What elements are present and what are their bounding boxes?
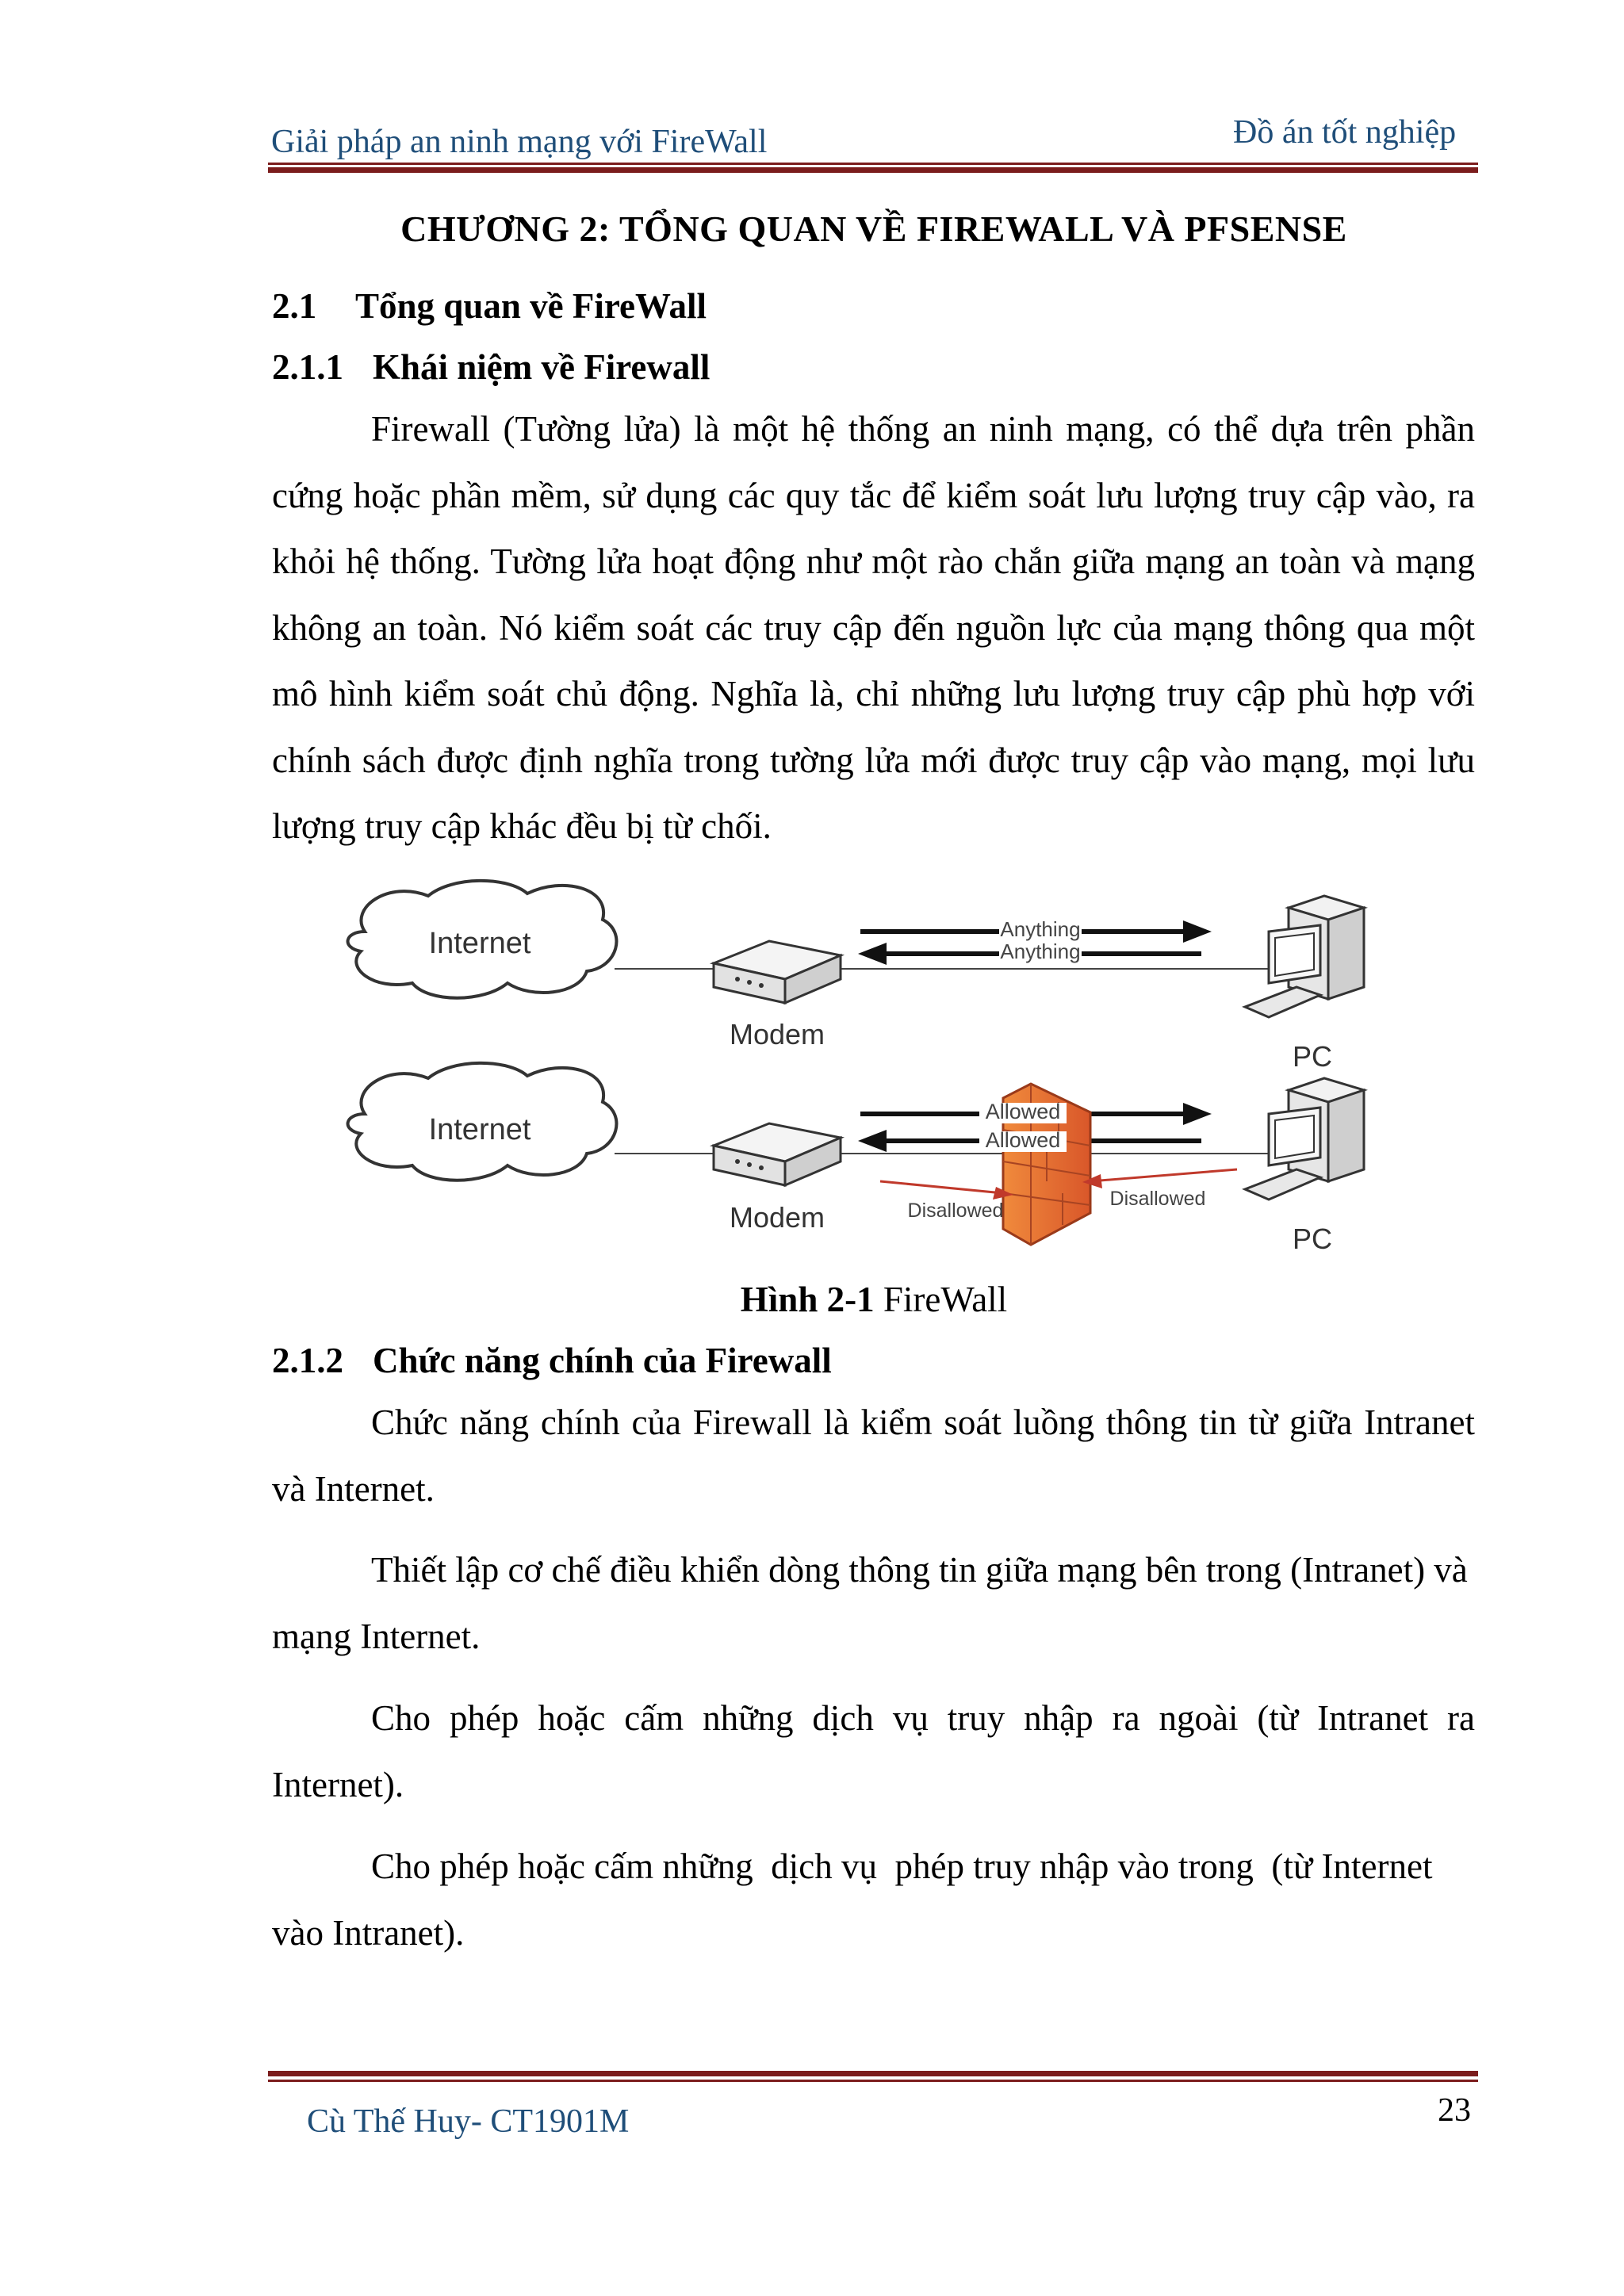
top-row xyxy=(348,881,1364,1073)
pc-icon xyxy=(1245,896,1364,1017)
label-disallowed-outbound: Disallowed xyxy=(907,1200,1004,1222)
section-title: Tổng quan về FireWall xyxy=(355,286,707,326)
arrow-label-allowed-inbound: Allowed xyxy=(985,1128,1061,1152)
section-number: 2.1.2 xyxy=(272,1341,343,1380)
footer-rule-thick xyxy=(268,2071,1478,2076)
bottom-row xyxy=(348,1063,1364,1255)
header-rule-thick xyxy=(268,167,1478,173)
modem-icon xyxy=(714,941,841,1003)
pc-icon xyxy=(1245,1078,1364,1200)
pc-label: PC xyxy=(1292,1040,1333,1073)
footer-rule-thin xyxy=(268,2080,1478,2082)
section-number: 2.1 xyxy=(272,286,317,326)
cloud-label: Internet xyxy=(428,927,531,960)
chapter-title: CHƯƠNG 2: TỔNG QUAN VỀ FIREWALL VÀ PFSENSE xyxy=(400,209,1347,249)
arrow-label-allowed-outbound: Allowed xyxy=(985,1100,1061,1123)
page-number: 23 xyxy=(1438,2092,1471,2129)
modem-icon xyxy=(714,1123,841,1185)
modem-label: Modem xyxy=(729,1201,825,1234)
arrow-head-right xyxy=(1183,920,1212,943)
arrow-disallowed-outbound xyxy=(880,1181,1003,1193)
paragraph-function: Cho phép hoặc cấm những dịch vụ truy nhập ra ngoài (từ Intranet ra Internet). xyxy=(272,1698,1475,1804)
footer-author: Cù Thế Huy- CT1901M xyxy=(307,2103,630,2140)
section-heading-2-1-1 xyxy=(272,346,710,388)
arrow-label-inbound: Anything xyxy=(1000,939,1081,963)
header-document-title: Giải pháp an ninh mạng với FireWall xyxy=(271,124,768,160)
section-title: Khái niệm về Firewall xyxy=(373,347,710,387)
section-heading-2-1-2 xyxy=(272,1340,832,1381)
paragraph-function: Thiết lập cơ chế điều khiển dòng thông tin giữa mạng bên trong (Intranet) và mạng Internet. xyxy=(272,1550,1468,1656)
header-rule-thin xyxy=(268,163,1478,165)
pc-label: PC xyxy=(1292,1223,1333,1255)
caption-number: Hình 2-1 xyxy=(740,1280,875,1319)
arrow-head-left xyxy=(858,943,887,965)
arrow-head-left xyxy=(858,1130,887,1152)
paragraph-firewall-definition: Firewall (Tường lửa) là một hệ thống an ninh mạng, có thể dựa trên phần cứng hoặc phần mềm, sử dụng các quy tắc để kiểm soát lưu lượng truy cập vào, ra khỏi hệ thống. Tường lửa hoạt động như một rào chắn giữa mạng an toàn và mạng không an toàn. Nó kiểm soát các truy cập đến nguồn lực của mạng thông qua một mô hình kiểm soát chủ động. Nghĩa là, chỉ những lưu lượng truy cập phù hợp với chính sách được định nghĩa trong tường lửa mới được truy cập vào mạng, mọi lưu lượng truy cập khác đều bị từ chối. xyxy=(272,409,1475,846)
firewall-diagram xyxy=(333,876,1404,1272)
section-heading-2-1 xyxy=(272,285,707,327)
modem-label: Modem xyxy=(729,1018,825,1050)
figure-caption xyxy=(271,1279,1477,1320)
cloud-label: Internet xyxy=(428,1113,531,1146)
caption-text: FireWall xyxy=(874,1280,1008,1319)
section-title: Chức năng chính của Firewall xyxy=(373,1341,832,1380)
arrow-label-outbound: Anything xyxy=(1000,917,1081,941)
paragraph-function: Cho phép hoặc cấm những dịch vụ phép truy nhập vào trong (từ Internet vào Intranet). xyxy=(272,1846,1442,1953)
header-project-type: Đồ án tốt nghiệp xyxy=(1233,114,1457,151)
section-number: 2.1.1 xyxy=(272,347,343,387)
arrow-disallowed-inbound xyxy=(1090,1169,1237,1181)
label-disallowed-inbound: Disallowed xyxy=(1109,1188,1206,1210)
arrow-head-right xyxy=(1183,1103,1212,1125)
paragraph-function: Chức năng chính của Firewall là kiểm soát luồng thông tin từ giữa Intranet và Internet. xyxy=(272,1402,1475,1509)
